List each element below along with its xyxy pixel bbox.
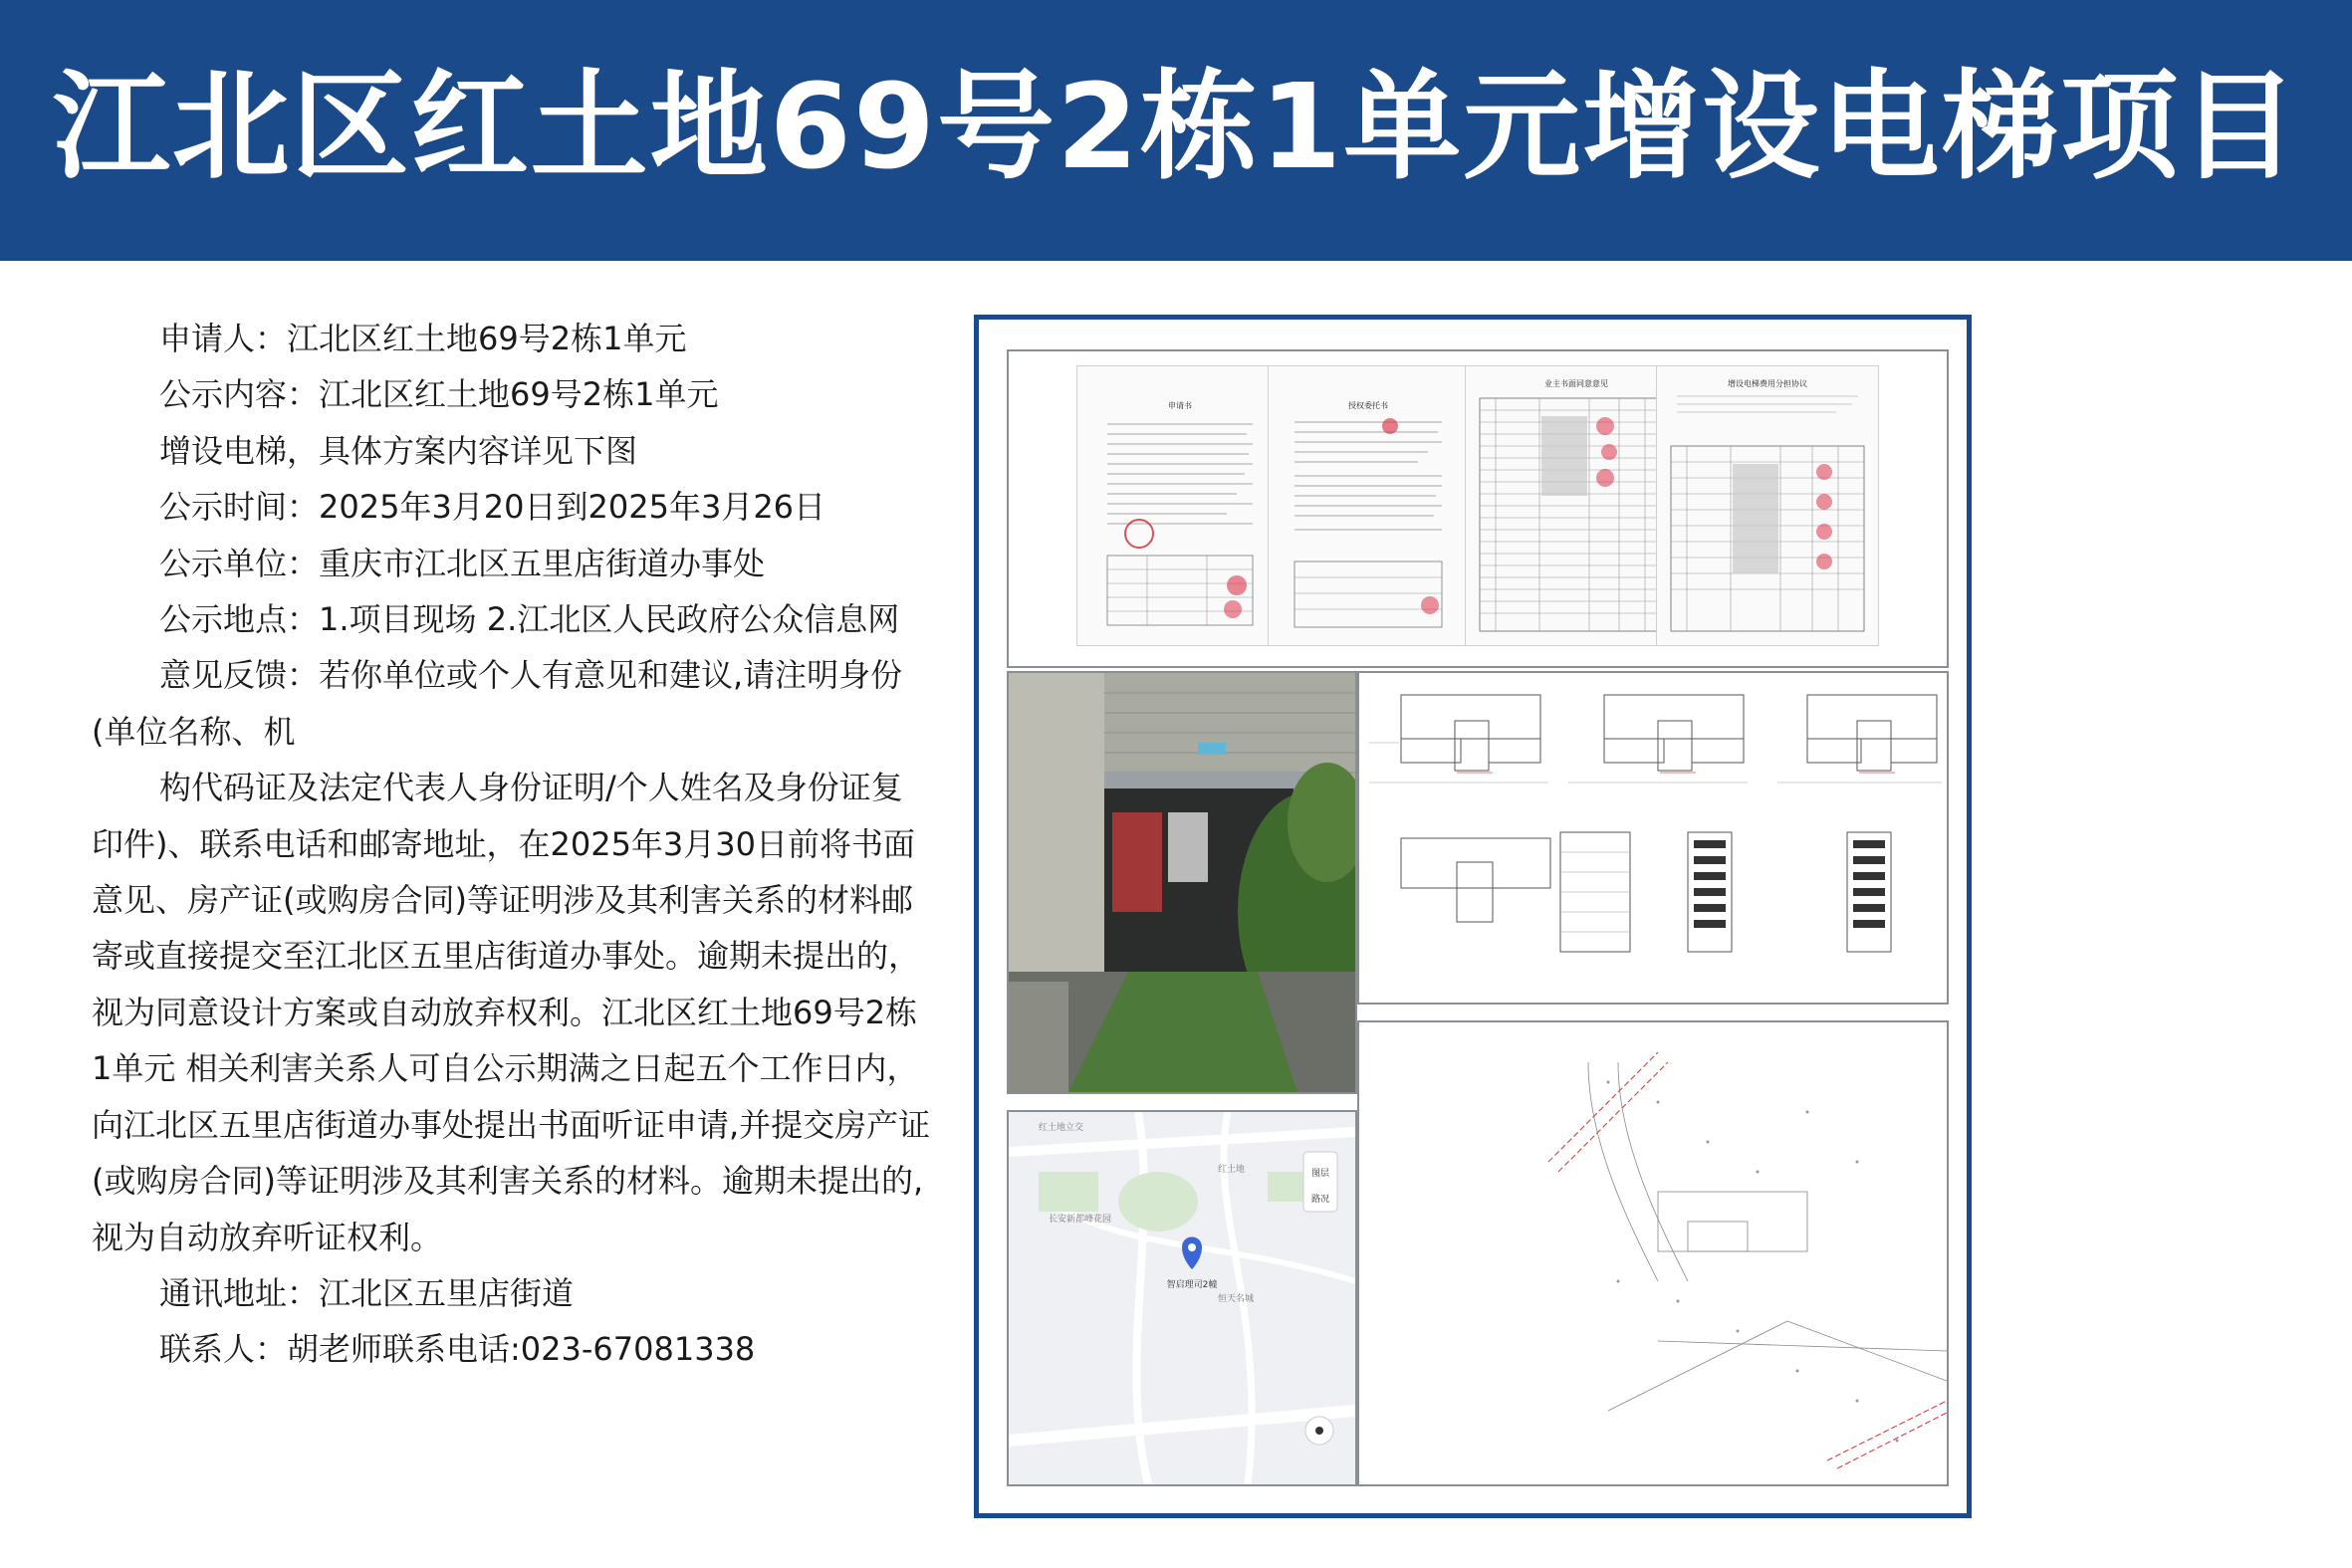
notice-text — [92, 311, 933, 1378]
map-pin-label: 智启理司2幢 — [1166, 1280, 1218, 1290]
title-banner — [0, 0, 2352, 261]
address-line: 通讯地址：江北区五里店街道 — [159, 1273, 575, 1312]
site-survey-drawing — [1359, 1022, 1947, 1484]
period-line: 公示时间：2025年3月20日到2025年3月26日 — [159, 488, 826, 527]
location-map-panel — [1007, 1110, 1357, 1486]
map-traffic-label: 路况 — [1310, 1195, 1330, 1205]
map-area-label: 恒天名城 — [1218, 1294, 1255, 1304]
map-road-label: 红土地立交 — [1039, 1123, 1084, 1133]
owner-consent-form-image — [1465, 365, 1688, 646]
content-line-2: 增设电梯，具体方案内容详见下图 — [159, 431, 638, 470]
doc-title: 授权委托书 — [1348, 401, 1388, 410]
site-survey-panel — [1357, 1020, 1949, 1486]
feedback-paragraph-1: 意见反馈：若你单位或个人有意见和建议,请注明身份(单位名称、机 — [92, 656, 903, 751]
doc-title: 增设电梯费用分担协议 — [1728, 379, 1807, 388]
feedback-paragraph-2: 构代码证及法定代表人身份证明/个人姓名及身份证复印件)、联系电话和邮寄地址，在2025年3月30日前将书面意见、房产证(或购房合同)等证明涉及其利害关系的材料邮寄或直接提交至江北区五里店街道办事处。逾期未提出的，视为同意设计方案或自动放弃权利。江北区红土地69号2栋1单元 相关利害关系人可自公示期满之日起五个工作日内，向江北区五里店街道办事处提出书面听证申请,并提交房产证(或购房合同)等证明涉及其利害关系的材料。逾期未提出的,视为自动放弃听证权利。 — [92, 769, 931, 1256]
cost-sharing-agreement-image — [1656, 365, 1879, 646]
map-layers-label: 图层 — [1310, 1169, 1330, 1179]
map-road-label: 红土地 — [1218, 1165, 1246, 1175]
content-line-1: 公示内容：江北区红土地69号2栋1单元 — [159, 375, 719, 414]
applicant-line: 申请人：江北区红土地69号2栋1单元 — [159, 320, 687, 357]
location-line: 公示地点：1.项目现场 2.江北区人民政府公众信息网 — [159, 600, 900, 639]
locate-icon — [1315, 1427, 1323, 1435]
unit-line: 公示单位：重庆市江北区五里店街道办事处 — [159, 544, 766, 582]
application-letter-image — [1076, 365, 1284, 646]
authorization-letter-image — [1268, 365, 1469, 646]
drawings-panel — [1357, 671, 1949, 1005]
map-area-label: 长安新都峰花园 — [1049, 1215, 1112, 1225]
location-map — [1009, 1112, 1355, 1484]
contact-line: 联系人：胡老师联系电话:023-67081338 — [159, 1330, 756, 1369]
site-photo-panel — [1007, 671, 1357, 1094]
doc-title: 业主书面同意意见 — [1544, 379, 1608, 388]
documents-panel — [1007, 349, 1949, 668]
elevator-plan-drawings — [1359, 673, 1947, 1003]
doc-title: 申请书 — [1168, 401, 1192, 410]
building-entrance-photo — [1009, 673, 1355, 1092]
attachments-frame — [974, 315, 1972, 1518]
page-title: 江北区红土地69号2栋1单元增设电梯项目 — [52, 58, 2300, 195]
